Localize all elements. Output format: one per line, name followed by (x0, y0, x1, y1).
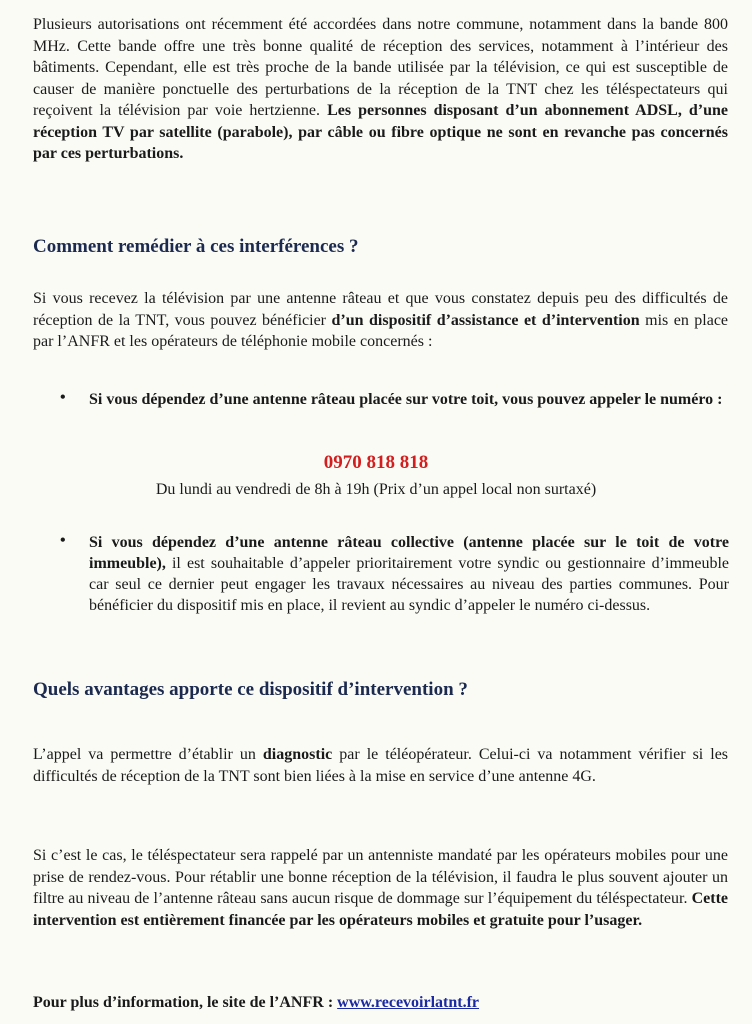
remedies-text-1: Si vous recevez la télévision par une antenne râteau et que vous constatez depuis peu des difficultés de réception de la TNT, vous pouvez bénéficier (33, 290, 728, 329)
bullet-collective-antenna (89, 532, 729, 616)
collective-bold-text: Si vous dépendez d’une antenne râteau collective (antenne placée sur le toit de votre immeuble), (89, 534, 729, 572)
advantages-paragraph-1 (33, 744, 728, 787)
phone-number: 0970 818 818 (323, 452, 429, 473)
footer-info (33, 994, 479, 1012)
footer-label: Pour plus d’information, le site de l’ANFR : (33, 994, 334, 1011)
bullet-roof-antenna: Si vous dépendez d’une antenne râteau placée sur votre toit, vous pouvez appeler le numéro : (89, 391, 723, 408)
anfr-website-link[interactable]: www.recevoirlatnt.fr (337, 994, 480, 1011)
advantages-text-2: par le téléopérateur. Celui-ci va notamment vérifier si les difficultés de réception de la TNT sont bien liées à la mise en service d’une antenne 4G. (33, 746, 729, 785)
advantages-text-1: L’appel va permettre d’établir un (33, 746, 256, 763)
collective-text: il est souhaitable d’appeler prioritairement votre syndic ou gestionnaire d’immeuble car seul ce dernier peut engager les travaux nécessaires au niveau des parties communes. Pour bénéficier du dispositif mis en place, il revient au syndic d’appeler le numéro ci-dessus. (89, 555, 729, 614)
remedies-text-2: mis en place par l’ANFR et les opérateurs de téléphonie mobile concernés : (33, 311, 729, 350)
remedies-paragraph (33, 288, 728, 353)
advantages-text-3: Si c’est le cas, le téléspectateur sera rappelé par un antenniste mandaté par les opérateurs mobiles pour une prise de rendez-vous. Pour rétablir une bonne réception de la télévision, il faudra le plus souvent ajouter un filtre au niveau de l’antenne râteau sans aucun risque de dommage sur l’équipement du téléspectateur. (33, 847, 728, 907)
financing-bold-text: Cette intervention est entièrement financée par les opérateurs mobiles et gratuite pour l’usager. (33, 890, 729, 929)
call-hours: Du lundi au vendredi de 8h à 19h (Prix d’un appel local non surtaxé) (155, 481, 597, 498)
bullet-marker: • (60, 532, 66, 549)
section-heading-advantages: Quels avantages apporte ce dispositif d’intervention ? (33, 679, 468, 700)
bullet-marker: • (60, 389, 66, 406)
intro-paragraph (33, 14, 728, 165)
section-heading-remedies: Comment remédier à ces interférences ? (33, 236, 359, 257)
intro-bold-text: Les personnes disposant d’un abonnement ADSL, d’une réception TV par satellite (parabole), par câble ou fibre optique ne sont en revanche pas concernés par ces perturbations. (33, 102, 728, 162)
diagnostic-bold-text: diagnostic (262, 746, 333, 763)
intro-text: Plusieurs autorisations ont récemment été accordées dans notre commune, notamment dans la bande 800 MHz. Cette bande offre une très bonne qualité de réception des services, notamment à l’intérieur des bâtiments. Cependant, elle est très proche de la bande utilisée par la télévision, ce qui est susceptible de causer de manière ponctuelle des perturbations de la réception de la TNT chez les téléspectateurs qui reçoivent la télévision par voie hertzienne. (33, 16, 728, 119)
advantages-paragraph-2 (33, 845, 728, 931)
remedies-bold-text: d’un dispositif d’assistance et d’intervention (331, 311, 640, 329)
